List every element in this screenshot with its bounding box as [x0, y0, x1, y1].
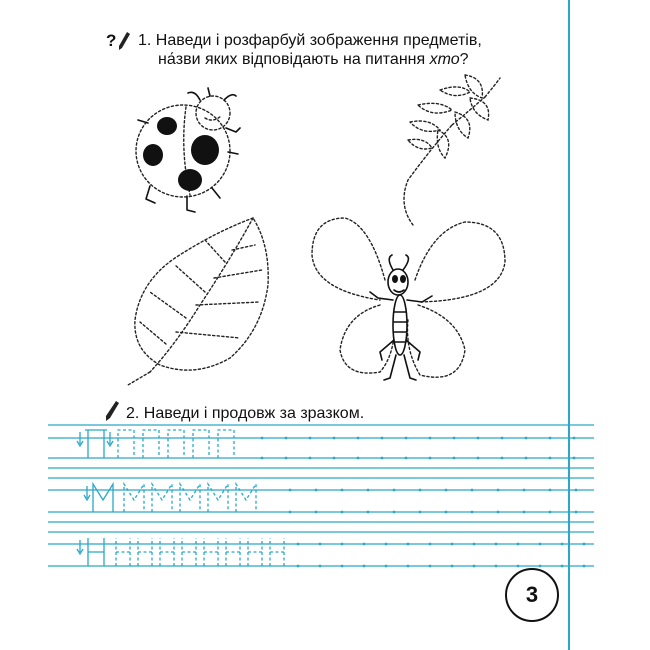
guide-dot [575, 489, 578, 492]
task1-line1: 1. Наведи і розфарбуй зображення предметів, [138, 32, 482, 49]
guide-dot [341, 543, 344, 546]
guide-dot [385, 543, 388, 546]
guide-dot [297, 543, 300, 546]
guide-dot [289, 489, 292, 492]
guide-dot [471, 511, 474, 514]
wheat-ear-picture [404, 75, 500, 225]
guide-dot [341, 489, 344, 492]
guide-dot [341, 511, 344, 514]
guide-dot [297, 565, 300, 568]
guide-dot [523, 511, 526, 514]
guide-dot [473, 543, 476, 546]
guide-dot [561, 565, 564, 568]
guide-dot [445, 511, 448, 514]
guide-dot [357, 437, 360, 440]
guide-dot [501, 437, 504, 440]
guide-dot [385, 565, 388, 568]
guide-dot [363, 565, 366, 568]
guide-dot [285, 457, 288, 460]
guide-dot [333, 437, 336, 440]
guide-dot [471, 489, 474, 492]
guide-dot [315, 489, 318, 492]
guide-dot [575, 511, 578, 514]
guide-dot [451, 565, 454, 568]
butterfly-picture [312, 218, 505, 380]
guide-dot [393, 489, 396, 492]
guide-dot [477, 457, 480, 460]
guide-dot [309, 437, 312, 440]
guide-dot [407, 565, 410, 568]
guide-dot [473, 565, 476, 568]
guide-dot [495, 565, 498, 568]
guide-dot [573, 437, 576, 440]
guide-dot [405, 437, 408, 440]
guide-dot [367, 489, 370, 492]
guide-dot [429, 457, 432, 460]
guide-dot [367, 511, 370, 514]
guide-dot [261, 437, 264, 440]
guide-dot [315, 511, 318, 514]
guide-dot [523, 489, 526, 492]
guide-dot [261, 457, 264, 460]
guide-dot [573, 457, 576, 460]
guide-dot [549, 457, 552, 460]
task1-emphasis: хто [429, 51, 460, 68]
guide-dot [405, 457, 408, 460]
page-number: 3 [505, 568, 559, 622]
ladybug-picture [136, 88, 240, 212]
guide-dot [363, 543, 366, 546]
guide-dot [407, 543, 410, 546]
guide-dot [451, 543, 454, 546]
continuation-dots [261, 437, 586, 568]
guide-dot [561, 543, 564, 546]
guide-dot [393, 511, 396, 514]
guide-dot [549, 511, 552, 514]
guide-dot [333, 457, 336, 460]
question-mark-icon: ? [106, 31, 117, 50]
guide-dot [289, 511, 292, 514]
guide-dot [517, 543, 520, 546]
guide-dot [381, 457, 384, 460]
guide-dot [501, 457, 504, 460]
guide-dot [525, 437, 528, 440]
guide-dot [381, 437, 384, 440]
guide-dot [495, 543, 498, 546]
task1-line2-end: ? [459, 51, 469, 68]
guide-dot [319, 543, 322, 546]
guide-dot [497, 489, 500, 492]
guide-dot [445, 489, 448, 492]
guide-dot [539, 543, 542, 546]
guide-dot [517, 565, 520, 568]
guide-dot [429, 543, 432, 546]
guide-dot [549, 437, 552, 440]
guide-dot [583, 565, 586, 568]
guide-dot [525, 457, 528, 460]
guide-dot [429, 565, 432, 568]
guide-dot [309, 457, 312, 460]
guide-dot [453, 457, 456, 460]
guide-dot [419, 511, 422, 514]
guide-dot [429, 437, 432, 440]
guide-dot [453, 437, 456, 440]
guide-dot [477, 437, 480, 440]
guide-dot [285, 437, 288, 440]
guide-dot [319, 565, 322, 568]
guide-dot [539, 565, 542, 568]
guide-dot [497, 511, 500, 514]
guide-dot [357, 457, 360, 460]
leaf-picture [128, 218, 268, 385]
task2-instruction: 2. Наведи і продовж за зразком. [126, 405, 365, 422]
guide-dot [419, 489, 422, 492]
task1-line2-text: на́зви яких відповідають на питання [158, 51, 430, 68]
guide-dot [583, 543, 586, 546]
guide-dot [341, 565, 344, 568]
guide-dot [549, 489, 552, 492]
